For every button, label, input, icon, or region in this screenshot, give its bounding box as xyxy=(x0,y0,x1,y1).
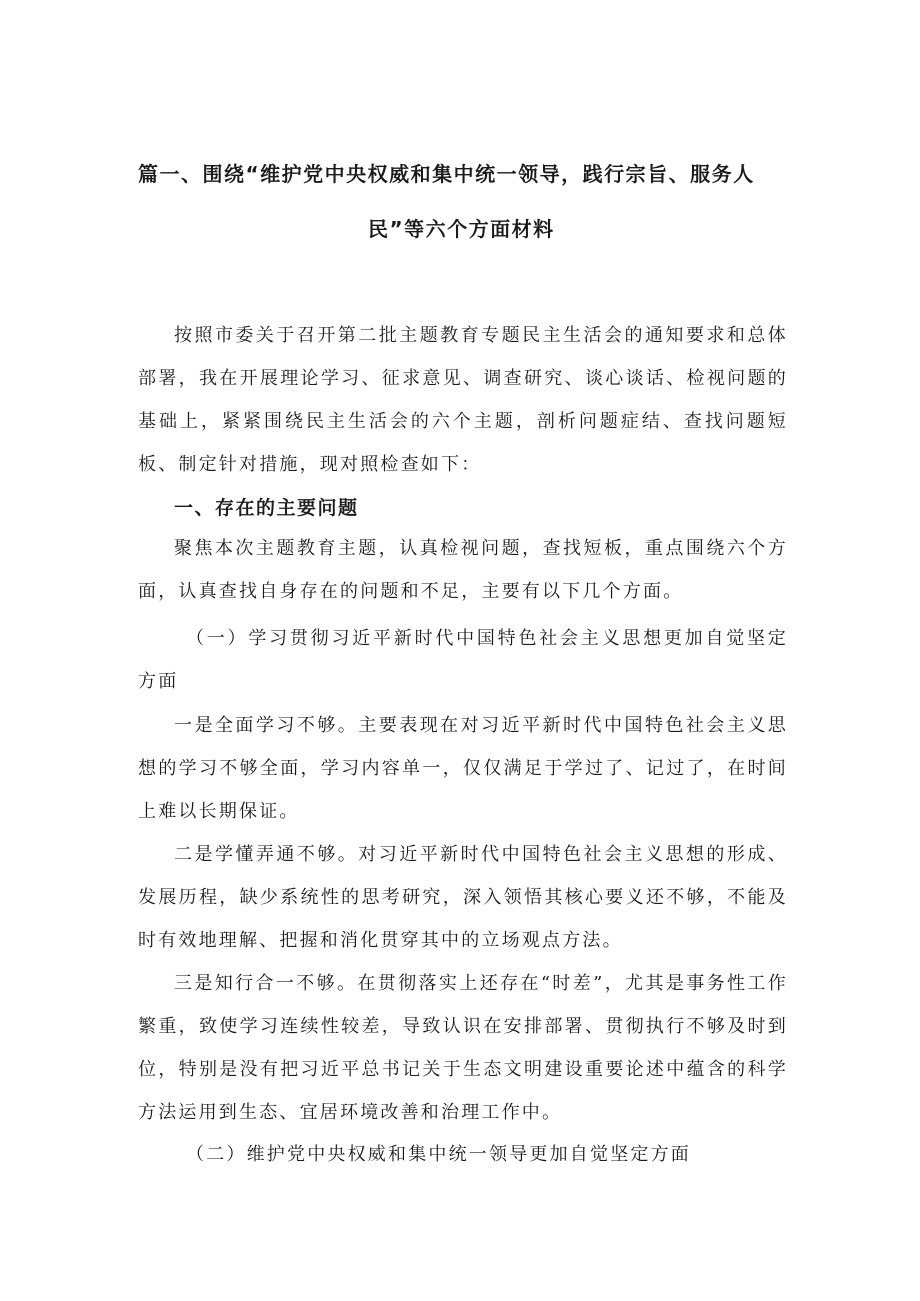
document-title-line-1: 篇一、围绕“维护党中央权威和集中统一领导，践行宗旨、服务人 xyxy=(138,162,755,186)
document-title-line-2: 民”等六个方面材料 xyxy=(368,217,555,241)
point-3-paragraph: 三是知行合一不够。在贯彻落实上还存在“时差”，尤其是事务性工作繁重，致使学习连续性较差，导致认识在安排部署、贯彻执行不够及时到位，特别是没有把习近平总书记关于生态文明建设重要论述中蕴含的科学方法运用到生态、宜居环境改善和治理工作中。 xyxy=(138,973,788,1123)
subsection-1-heading: （一）学习贯彻习近平新时代中国特色社会主义思想更加自觉坚定方面 xyxy=(138,628,788,692)
section-1-heading: 一、存在的主要问题 xyxy=(174,497,359,519)
subsection-2-heading: （二）维护党中央权威和集中统一领导更加自觉坚定方面 xyxy=(186,1144,691,1165)
intro-paragraph: 按照市委关于召开第二批主题教育专题民主生活会的通知要求和总体部署，我在开展理论学习、征求意见、调查研究、谈心谈话、检视问题的基础上，紧紧围绕民主生活会的六个主题，剖析问题症结、查找问题短板、制定针对措施，现对照检查如下： xyxy=(138,325,788,475)
point-1-paragraph: 一是全面学习不够。主要表现在对习近平新时代中国特色社会主义思想的学习不够全面，学习内容单一，仅仅满足于学过了、记过了，在时间上难以长期保证。 xyxy=(138,715,788,822)
section-1-intro-paragraph: 聚焦本次主题教育主题，认真检视问题，查找短板，重点围绕六个方面，认真查找自身存在的问题和不足，主要有以下几个方面。 xyxy=(138,538,788,602)
point-2-paragraph: 二是学懂弄通不够。对习近平新时代中国特色社会主义思想的形成、发展历程，缺少系统性的思考研究，深入领悟其核心要义还不够，不能及时有效地理解、把握和消化贯穿其中的立场观点方法。 xyxy=(138,844,788,951)
